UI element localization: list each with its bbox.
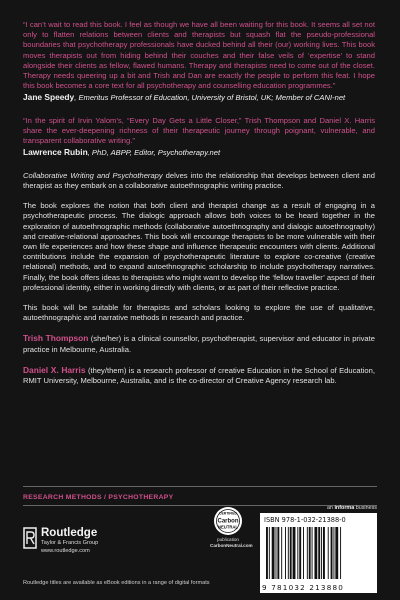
author-bio-2 xyxy=(23,365,375,386)
informa-prefix: an xyxy=(326,505,335,511)
ebook-footer: Routledge titles are available as eBook editions in a range of digital formats xyxy=(23,580,210,586)
carbon-seal-bottom: NEUTRAL xyxy=(217,524,239,530)
barcode-box xyxy=(260,513,377,593)
publisher-group: Taylor & Francis Group xyxy=(41,540,99,546)
informa-suffix: business xyxy=(354,505,377,511)
carbon-seal-middle: Carbon xyxy=(217,518,239,525)
endorsement-quote-1: “I can’t wait to read this book. I feel as though we have all been waiting for this book. It seems all set not only to flatten relations between clients and therapists but squash flat the pseudo-professional boundaries that psychotherapy professionals have ducked behind all their (our) working lives. This book moves therapists out from hiding behind their couches and their false veils of ‘expertise’ to stand alongside their clients as fellow, flawed humans. Therapy and therapists need to come out of the closet. Therapy needs queering up a bit and Trish and Dan are exactly the people to perform this feat. I hope this book becomes a core text for all psychotherapy and counselling education programmes.” xyxy=(23,20,375,91)
intro-text: delves into the relationship that develops between client and therapist as they embark on a collaborative autoethnographic writing practice. xyxy=(23,170,375,191)
endorser-name-1: Jane Speedy xyxy=(23,92,75,103)
barcode-digits: 9 781032 213880 xyxy=(262,583,345,592)
author-bio-text-2: (they/them) is a research professor of creative Education in the School of Education, RMIT University, Melbourne, Australia, and is the co-director of Creative Agency research lab. xyxy=(23,365,375,386)
endorser-affiliation-2: , PhD, ABPP, Editor, Psychotherapy.net xyxy=(87,148,221,158)
endorsement-quote-2: “In the spirit of Irvin Yalom’s, “Every Day Gets a Little Closer,” Trish Thompson and Daniel X. Harris share the ever-deepening richness of their therapeutic journey through poignant, vulnerable, and transparent collaborative writing.” xyxy=(23,115,375,146)
carbon-neutral-badge xyxy=(210,506,253,549)
author-bio-1 xyxy=(23,333,375,354)
publisher-url: www.routledge.com xyxy=(41,548,90,554)
subject-category: RESEARCH METHODS / PSYCHOTHERAPY xyxy=(23,494,174,501)
endorser-affiliation-1: , Emeritus Professor of Education, University of Bristol, UK; Member of CANI-net xyxy=(74,93,346,103)
publisher-name: Routledge xyxy=(41,527,98,539)
intro-paragraph xyxy=(23,171,375,191)
barcode-block xyxy=(260,505,377,593)
endorser-name-2: Lawrence Rubin xyxy=(23,147,88,158)
informa-brand: informa xyxy=(334,505,355,511)
carbon-seal-top: CERTIFIED xyxy=(219,511,237,516)
carbon-neutral-seal-icon xyxy=(213,506,243,536)
isbn-barcode xyxy=(264,527,373,579)
carbon-label: publication xyxy=(217,537,239,542)
body-paragraph-1: The book explores the notion that both client and therapist change as a result of engaging in a psychotherapeutic process. The dialogic approach allows both voices to be heard together in the exploration of autoethnographic methods (collaborative autoethnography and dialogic autoethnography) and creative-relational approaches. This book will encourage therapists to be more vulnerable with their own life experiences and how these shape and influence therapeutic encounters with clients. Additional contributions include the expansion of psychotherapeutic literature to explore co-creative (creative relational) methods, and to expand autoethnographic scholarship to include psychotherapy narratives. Finally, the book offers ideas to therapists who might want to develop the ‘fellow traveller’ aspect of their professional identity, either in working directly with clients, or as part of their reflective practice. xyxy=(23,201,375,292)
publisher-block xyxy=(23,527,98,555)
cover-text xyxy=(23,20,375,386)
endorsement-attribution-1 xyxy=(23,92,375,103)
isbn-text: ISBN 978-1-032-21388-0 xyxy=(264,516,346,524)
book-title: Collaborative Writing and Psychotherapy xyxy=(23,170,163,180)
endorsement-attribution-2 xyxy=(23,147,375,158)
author-name-2: Daniel X. Harris xyxy=(23,364,86,375)
informa-business-label xyxy=(260,505,377,511)
body-paragraph-2: This book will be suitable for therapists and scholars looking to explore the use of qualitative, autoethnographic and narrative methods in research and practice. xyxy=(23,303,375,323)
author-bio-text-1: (she/her) is a clinical counsellor, psychotherapist, supervisor and educator in private practice in Melbourne, Australia. xyxy=(23,334,375,354)
divider-top xyxy=(23,486,377,487)
author-name-1: Trish Thompson xyxy=(23,333,89,344)
routledge-logo-icon xyxy=(23,527,37,549)
carbon-site: CarbonNeutral.com xyxy=(210,543,253,548)
